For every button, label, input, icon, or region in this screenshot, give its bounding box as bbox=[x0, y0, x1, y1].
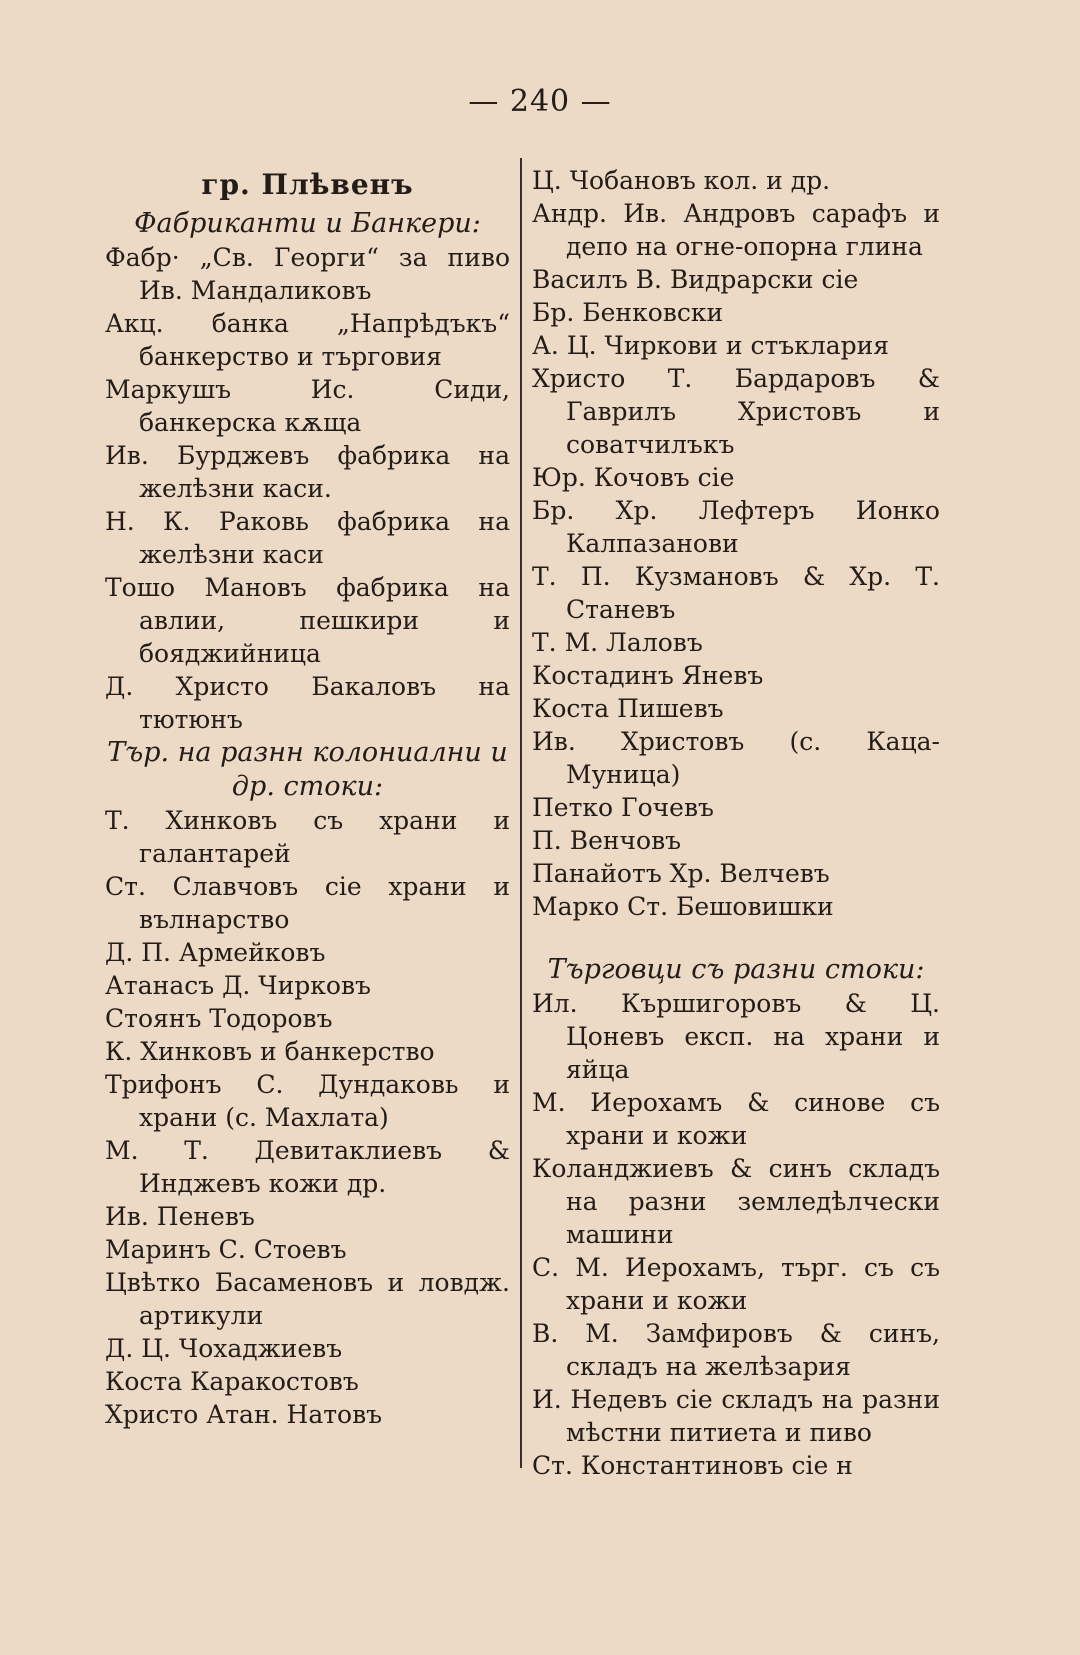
section-heading-traders: Търговци съ разни стоки: bbox=[547, 954, 925, 985]
list-item: К. Хинковъ и банкерство bbox=[105, 1037, 435, 1066]
list-item: И. Недевъ сiе складъ на разни мѣстни питиета и пиво bbox=[532, 1385, 940, 1447]
list-item: Петко Гочевъ bbox=[532, 793, 714, 822]
list-item: Т. М. Лаловъ bbox=[532, 628, 703, 657]
list-item: Д. П. Армейковъ bbox=[105, 938, 326, 967]
list-item: Н. К. Раковь фабрика на желѣзни каси bbox=[105, 507, 510, 569]
column-divider bbox=[520, 158, 522, 1468]
list-item: Бр. Хр. Лефтеръ Ионко Калпазанови bbox=[532, 496, 940, 558]
page-number: — 240 — bbox=[468, 84, 612, 119]
section-heading-colonial-goods: Тър. на разнн колониални и др. стоки: bbox=[107, 737, 508, 802]
list-item: Ив. Христовъ (с. Каца-Муница) bbox=[532, 727, 940, 789]
list-item: Атанасъ Д. Чирковъ bbox=[105, 971, 371, 1000]
list-item: С. М. Иерохамъ, търг. съ съ храни и кожи bbox=[532, 1253, 940, 1315]
list-item: Д. Христо Бакаловъ на тютюнъ bbox=[105, 672, 510, 734]
list-item: А. Ц. Чиркови и стъклария bbox=[532, 331, 890, 360]
list-item: Цвѣтко Басаменовъ и ловдж. артикули bbox=[105, 1268, 510, 1330]
list-item: Коста Каракостовъ bbox=[105, 1367, 359, 1396]
list-item: Василъ В. Видрарски сiе bbox=[532, 265, 859, 294]
list-item: Маринъ С. Стоевъ bbox=[105, 1235, 347, 1264]
list-item: Бр. Бенковски bbox=[532, 298, 724, 327]
list-item: Коланджиевъ & синъ складъ на разни земледѣлчески машини bbox=[532, 1154, 940, 1249]
list-item: Ц. Чобановъ кол. и др. bbox=[532, 166, 831, 195]
list-item: Костадинъ Яневъ bbox=[532, 661, 764, 690]
list-item: Акц. банка „Напрѣдъкъ“ банкерство и търговия bbox=[105, 309, 510, 371]
list-item: Маркушъ Ис. Сиди, банкерска кѫща bbox=[105, 375, 510, 437]
list-item: Коста Пишевъ bbox=[532, 694, 724, 723]
list-item: П. Венчовъ bbox=[532, 826, 682, 855]
list-item: Ст. Славчовъ сiе храни и вълнарство bbox=[105, 872, 510, 934]
list-item: Ив. Пеневъ bbox=[105, 1202, 255, 1231]
list-item: М. Иерохамъ & синове съ храни и кожи bbox=[532, 1088, 940, 1150]
list-item: Стоянъ Тодоровъ bbox=[105, 1004, 333, 1033]
section-heading-manufacturers: Фабриканти и Банкери: bbox=[134, 208, 481, 239]
list-item: Т. Хинковъ съ храни и галантарей bbox=[105, 806, 510, 868]
list-item: Тошо Мановъ фабрика на авлии, пешкири и бояджийница bbox=[105, 573, 510, 668]
list-item: В. М. Замфировъ & синъ, складъ на желѣзария bbox=[532, 1319, 940, 1381]
list-item: М. Т. Девитаклиевъ & Инджевъ кожи др. bbox=[105, 1136, 510, 1198]
list-item: Ст. Константиновъ сiе н bbox=[532, 1451, 853, 1480]
list-item: Юр. Кочовъ сiе bbox=[532, 463, 735, 492]
list-item: Д. Ц. Чохаджиевъ bbox=[105, 1334, 343, 1363]
list-item: Трифонъ С. Дундаковь и храни (с. Махлата) bbox=[105, 1070, 510, 1132]
list-item: Т. П. Кузмановъ & Хр. Т. Станевъ bbox=[532, 562, 940, 624]
city-title: гр. Плѣвенъ bbox=[201, 168, 414, 201]
list-item: Ив. Бурджевъ фабрика на желѣзни каси. bbox=[105, 441, 510, 503]
list-item: Фабр· „Св. Георги“ за пиво Ив. Мандаликовъ bbox=[105, 243, 510, 305]
list-item: Христо Атан. Натовъ bbox=[105, 1400, 383, 1429]
right-column bbox=[532, 164, 940, 1482]
list-item: Христо Т. Бардаровъ & Гаврилъ Христовъ и соватчилъкъ bbox=[532, 364, 940, 459]
list-item: Ил. Кършигоровъ & Ц. Цоневъ експ. на храни и яйца bbox=[532, 989, 940, 1084]
list-item: Марко Ст. Бешовишки bbox=[532, 892, 834, 921]
left-column bbox=[105, 168, 510, 1431]
list-item: Панайотъ Хр. Велчевъ bbox=[532, 859, 830, 888]
list-item: Андр. Ив. Андровъ сарафъ и депо на огне-опорна глина bbox=[532, 199, 940, 261]
